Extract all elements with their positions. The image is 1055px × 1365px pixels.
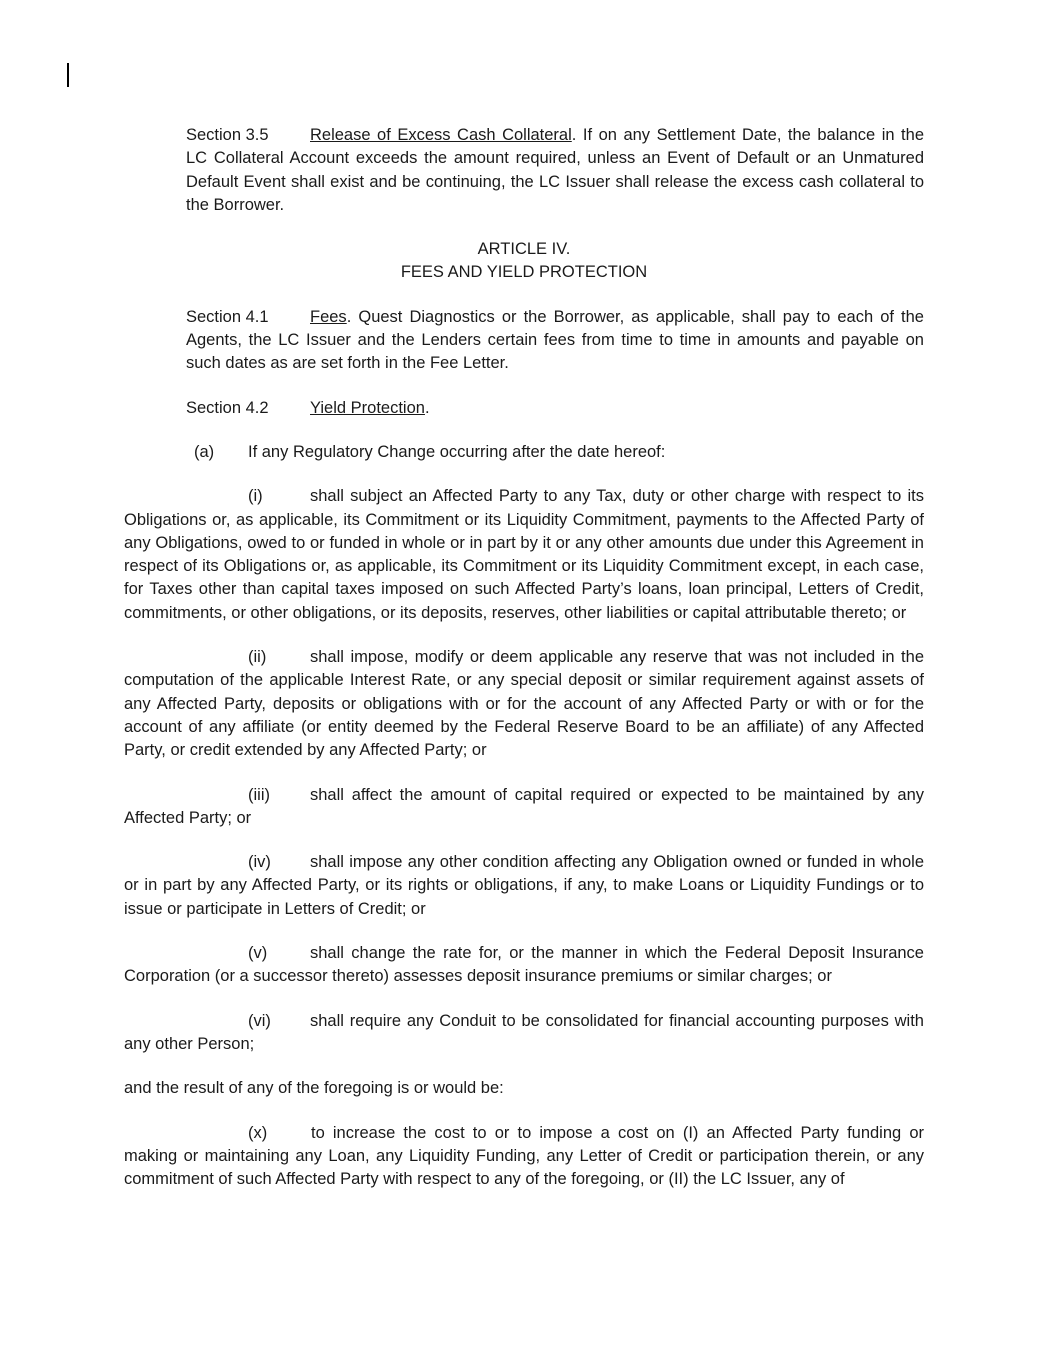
item-label: (v) xyxy=(248,944,268,963)
section-number: Section 4.1 xyxy=(186,307,269,326)
item-text: shall impose, modify or deem applicable any reserve that was not included in the computation of the applicable Interest Rate, or any special deposit or similar requirement against assets of any Affected Party, deposits or obligations with or for the account of any Affected Party or with or for the account of any affiliate (or entity deemed by the Federal Reserve Board to be an affiliate) of any Affected Party, or credit extended by any Affected Party; or xyxy=(124,648,924,760)
result-line: and the result of any of the foregoing is or would be: xyxy=(124,1079,504,1098)
item-text: shall affect the amount of capital required or expected to be maintained by any Affected Party; or xyxy=(124,785,924,827)
item-x xyxy=(124,1122,924,1192)
article-title: FEES AND YIELD PROTECTION xyxy=(400,263,648,282)
section-3-5 xyxy=(124,124,924,217)
clause-text: If any Regulatory Change occurring after the date hereof: xyxy=(248,442,666,461)
section-4-2 xyxy=(124,397,924,420)
section-title: Fees xyxy=(310,307,347,326)
item-text: shall impose any other condition affecting any Obligation owned or funded in whole or in part by any Affected Party, or its rights or obligations, if any, to make Loans or Liquidity Fundings or to issue or participate in Letters of Credit; or xyxy=(124,853,924,918)
item-label: (iv) xyxy=(248,853,271,872)
item-label: (ii) xyxy=(248,648,267,667)
item-label: (i) xyxy=(248,487,263,506)
item-text: shall subject an Affected Party to any Tax, duty or other charge with respect to its Obligations or, as applicable, its Commitment or its Liquidity Commitment, payments to the Affected Party of any Obligations, owed to or funded in whole or in part by it or any other amounts due under this Agreement in respect of its Obligations or, as applicable, its Commitment or its Liquidity Commitment except, in each case, for Taxes other than capital taxes imposed on such Affected Party’s loans, loan principal, Letters of Credit, commitments, or other obligations, or its deposits, reserves, other liabilities or capital attributable thereto; or xyxy=(124,487,924,622)
item-ii xyxy=(124,646,924,762)
clause-label: (a) xyxy=(194,442,215,461)
item-text: to increase the cost to or to impose a cost on (I) an Affected Party funding or making or maintaining any Loan, any Liquidity Funding, any Letter of Credit or participation therein, or any commitment of such Affected Party with respect to any of the foregoing, or (II) the LC Issuer, any of xyxy=(124,1123,924,1189)
item-vi xyxy=(124,1010,924,1057)
section-tail: . xyxy=(424,398,430,417)
item-label: (vi) xyxy=(248,1011,271,1030)
document-page xyxy=(124,124,924,1212)
section-4-1 xyxy=(124,306,924,376)
item-label: (iii) xyxy=(248,785,270,804)
item-text: shall require any Conduit to be consolidated for financial accounting purposes with any other Person; xyxy=(124,1011,924,1053)
item-iv xyxy=(124,851,924,921)
section-body: . If on any Settlement Date, the balance in the LC Collateral Account exceeds the amount required, unless an Event of Default or an Unmatured Default Event shall exist and be continuing, the LC Issuer shall release the excess cash collateral to the Borrower. xyxy=(186,126,924,214)
section-body: . Quest Diagnostics or the Borrower, as applicable, shall pay to each of the Agents, the LC Issuer and the Lenders certain fees from time to time in amounts and payable on such dates as are set forth in the Fee Letter. xyxy=(186,307,924,373)
item-text: shall change the rate for, or the manner in which the Federal Deposit Insurance Corporation (or a successor thereto) assesses deposit insurance premiums or similar charges; or xyxy=(124,944,924,986)
item-i xyxy=(124,485,924,625)
section-number: Section 4.2 xyxy=(186,398,269,417)
item-label: (x) xyxy=(248,1123,268,1142)
item-iii xyxy=(124,784,924,831)
section-title: Release of Excess Cash Collateral xyxy=(310,126,572,144)
article-number: ARTICLE IV. xyxy=(477,240,571,259)
clause-a xyxy=(124,441,924,464)
section-number: Section 3.5 xyxy=(186,126,269,144)
section-title: Yield Protection xyxy=(310,398,425,417)
text-cursor xyxy=(67,63,69,87)
article-heading xyxy=(124,238,924,285)
item-v xyxy=(124,942,924,989)
